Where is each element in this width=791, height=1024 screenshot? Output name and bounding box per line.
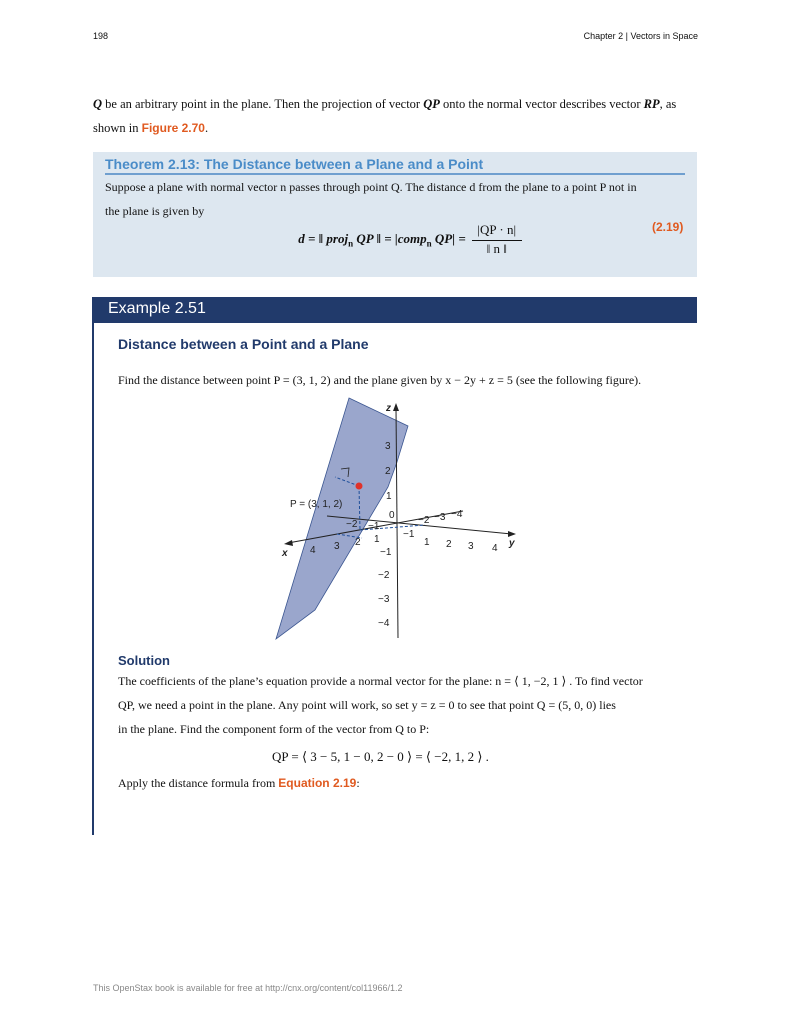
point-label: P = (3, 1, 2) bbox=[290, 499, 343, 510]
text: onto the normal vector describes vector bbox=[439, 97, 644, 111]
solution-line: The coefficients of the plane’s equation provide a normal vector for the plane: n = ⟨ 1, −2, 1 ⟩ . To find vector bbox=[118, 674, 643, 688]
y-tick: 1 bbox=[424, 537, 430, 548]
z-tick: −3 bbox=[378, 594, 390, 605]
example-label: Example 2.51 bbox=[108, 300, 206, 317]
example-title: Distance between a Point and a Plane bbox=[118, 336, 369, 352]
text: , as bbox=[659, 97, 677, 111]
vector-rp: RP bbox=[643, 97, 660, 111]
x-axis-label: x bbox=[282, 548, 288, 559]
solution-heading: Solution bbox=[118, 653, 170, 668]
figure-link[interactable]: Figure 2.70 bbox=[141, 121, 205, 135]
y-tick: −1 bbox=[368, 521, 380, 532]
theorem-line: the plane is given by bbox=[105, 204, 205, 218]
x-tick: 1 bbox=[374, 534, 380, 545]
y-tick: 4 bbox=[492, 543, 498, 554]
text: be an arbitrary point in the plane. Then the projection of vector bbox=[102, 97, 424, 111]
y-axis-label: y bbox=[509, 538, 515, 549]
x-tick: −2 bbox=[418, 515, 430, 526]
solution-equation: QP = ⟨ 3 − 5, 1 − 0, 2 − 0 ⟩ = ⟨ −2, 1, 2 ⟩ . bbox=[272, 749, 489, 764]
solution-line: in the plane. Find the component form of the vector from Q to P: bbox=[118, 722, 430, 736]
numerator: |QP · n| bbox=[472, 222, 522, 241]
footer: This OpenStax book is available for free at http://cnx.org/content/col11966/1.2 bbox=[93, 983, 403, 993]
x-tick: 4 bbox=[310, 545, 316, 556]
x-tick: −4 bbox=[451, 509, 463, 520]
point-p bbox=[356, 483, 363, 490]
theorem-title: Theorem 2.13: The Distance between a Plane and a Point bbox=[105, 156, 685, 175]
formula-sub: n bbox=[348, 238, 354, 249]
formula-sub: n bbox=[426, 238, 432, 249]
z-tick: 2 bbox=[385, 466, 391, 477]
solution-line: QP, we need a point in the plane. Any point will work, so set y = z = 0 to see that point Q = (5, 0, 0) lies bbox=[118, 698, 616, 712]
solution-paragraph bbox=[118, 669, 698, 741]
y-tick: −2 bbox=[346, 519, 358, 530]
z-tick: 0 bbox=[389, 510, 395, 521]
equation-number: (2.19) bbox=[652, 220, 684, 234]
equation-link[interactable]: Equation 2.19 bbox=[278, 776, 357, 790]
y-tick: 2 bbox=[446, 539, 452, 550]
z-tick: −2 bbox=[378, 570, 390, 581]
text: Apply the distance formula from bbox=[118, 776, 279, 790]
z-tick: 3 bbox=[385, 441, 391, 452]
x-tick: 3 bbox=[334, 541, 340, 552]
formula-part: d = ‖ proj bbox=[298, 230, 349, 246]
z-tick: −1 bbox=[380, 547, 392, 558]
formula-part: QP ‖ = |comp bbox=[356, 230, 427, 246]
formula-part: QP| = bbox=[434, 230, 466, 246]
text: : bbox=[356, 776, 360, 790]
denominator: ‖ n ‖ bbox=[486, 241, 507, 256]
z-tick: 1 bbox=[386, 491, 392, 502]
x-arrow-icon bbox=[284, 540, 293, 546]
z-tick: −4 bbox=[378, 618, 390, 629]
var-q: Q bbox=[93, 97, 103, 111]
x-tick: −3 bbox=[434, 512, 446, 523]
z-arrow-icon bbox=[393, 403, 399, 411]
example-problem: Find the distance between point P = (3, 1, 2) and the plane given by x − 2y + z = 5 (see the following figure). bbox=[118, 373, 642, 387]
text: shown in bbox=[93, 121, 142, 135]
page-number: 198 bbox=[93, 31, 109, 41]
chapter-header: Chapter 2 | Vectors in Space bbox=[583, 31, 698, 41]
z-axis-label: z bbox=[386, 403, 391, 414]
vector-qp: QP bbox=[423, 97, 440, 111]
solution-apply bbox=[118, 771, 360, 795]
x-tick: −1 bbox=[403, 529, 415, 540]
x-tick: 2 bbox=[355, 537, 361, 548]
y-tick: 3 bbox=[468, 541, 474, 552]
theorem-line: Suppose a plane with normal vector n passes through point Q. The distance d from the plane to a point P not in bbox=[105, 180, 637, 194]
y-arrow-icon bbox=[508, 531, 516, 537]
text: . bbox=[204, 121, 209, 135]
